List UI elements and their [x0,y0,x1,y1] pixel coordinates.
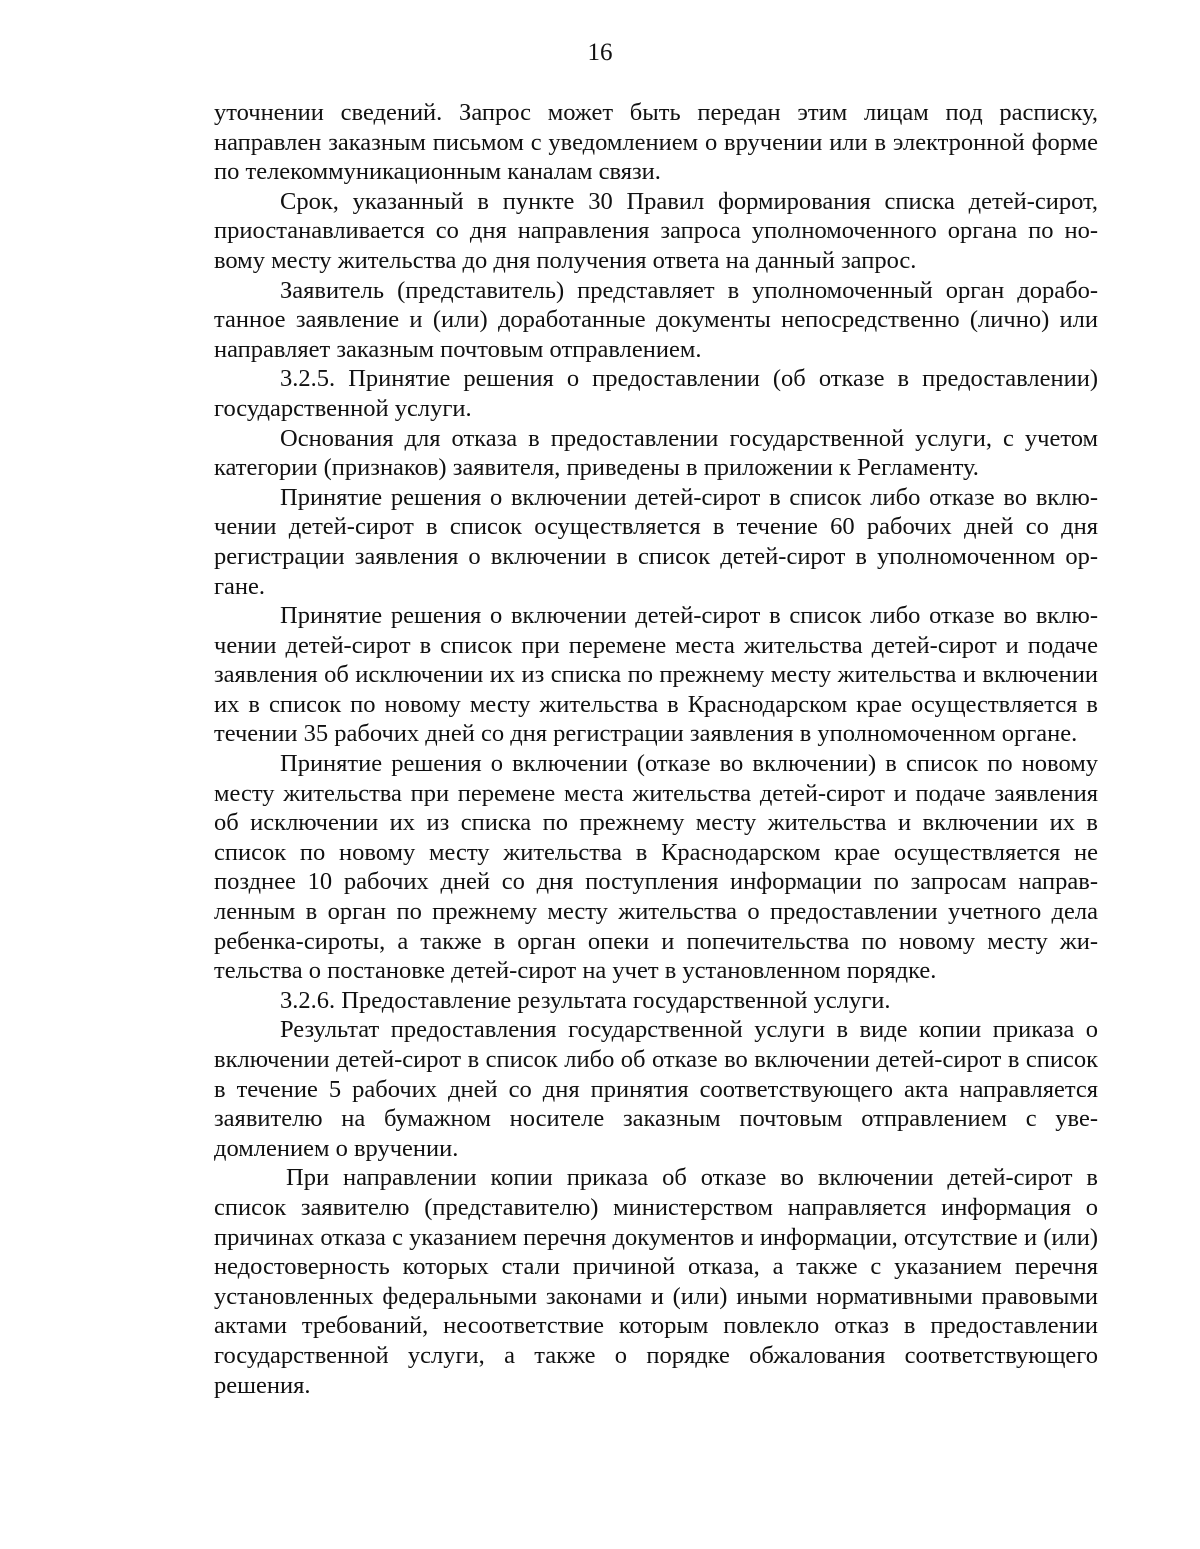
paragraph-decision-35-days: Принятие решения о включении детей-сирот в список либо отказе во включении детей-сирот в список при перемене места жительства детей-сирот и подаче заявления об исключении их из списка по прежнему месту жительства и включении их в список по новому месту жительства в Краснодарском крае осуществляется в течении 35 рабочих дней со дня регистрации заявления в уполномоченном органе. [214,602,1098,748]
paragraph-applicant-submission: Заявитель (представитель) представляет в уполномоченный орган доработанное заявление и (или) доработанные документы непосредственно (лично) или направляет заказным почтовым отправлением. [214,276,1098,363]
body-text [214,98,1098,1400]
page-number: 16 [587,39,613,66]
paragraph-decision-10-days: Принятие решения о включении (отказе во включении) в список по новому месту жительства при перемене места жительства детей-сирот и подаче заявления об исключении их из списка по прежнему месту жительства и включении их в список по новому месту жительства в Краснодарском крае осуществляется не позднее 10 рабочих дней со дня поступления информации по запросам направленным в орган по прежнему месту жительства о предоставлении учетного дела ребенка-сироты, а также в орган опеки и попечительства по новому месту жительства о постановке детей-сирот на учет в установленном порядке. [214,750,1098,985]
paragraph-refusal-grounds: Основания для отказа в предоставлении государственной услуги, с учетом категории (признаков) заявителя, приведены в приложении к Регламенту. [214,424,1098,482]
paragraph-refusal-information: При направлении копии приказа об отказе во включении детей-сирот в список заявителю (представителю) министерством направляется информация о причинах отказа с указанием перечня документов и информации, отсутствие и (или) недостоверность которых стали причиной отказа, а также с указанием перечня установленных федеральными законами и (или) иными нормативными правовыми актами требований, несоответствие которым повлекло отказ в предоставлении государственной услуги, а также о порядке обжалования соответствующего решения. [214,1164,1098,1399]
paragraph-result-delivery: Результат предоставления государственной услуги в виде копии приказа о включении детей-сирот в список либо об отказе во включении детей-сирот в список в течение 5 рабочих дней со дня принятия соответствующего акта направляется заявителю на бумажном носителе заказным почтовым отправлением с уведомлением о вручении. [214,1016,1098,1162]
paragraph-deadline-suspension: Срок, указанный в пункте 30 Правил формирования списка детей-сирот, приостанавливается со дня направления запроса уполномоченного органа по новому месту жительства до дня получения ответа на данный запрос. [214,187,1098,274]
paragraph-continuation: уточнении сведений. Запрос может быть передан этим лицам под расписку, направлен заказным письмом с уведомлением о вручении или в электронной форме по телекоммуникационным каналам связи. [214,99,1098,186]
section-heading-3-2-5: 3.2.5. Принятие решения о предоставлении (об отказе в предоставлении) государственной услуги. [214,365,1098,422]
section-heading-3-2-6: 3.2.6. Предоставление результата государственной услуги. [280,986,891,1014]
paragraph-decision-60-days: Принятие решения о включении детей-сирот в список либо отказе во включении детей-сирот в список осуществляется в течение 60 рабочих дней со дня регистрации заявления о включении в список детей-сирот в уполномоченном органе. [214,483,1098,600]
